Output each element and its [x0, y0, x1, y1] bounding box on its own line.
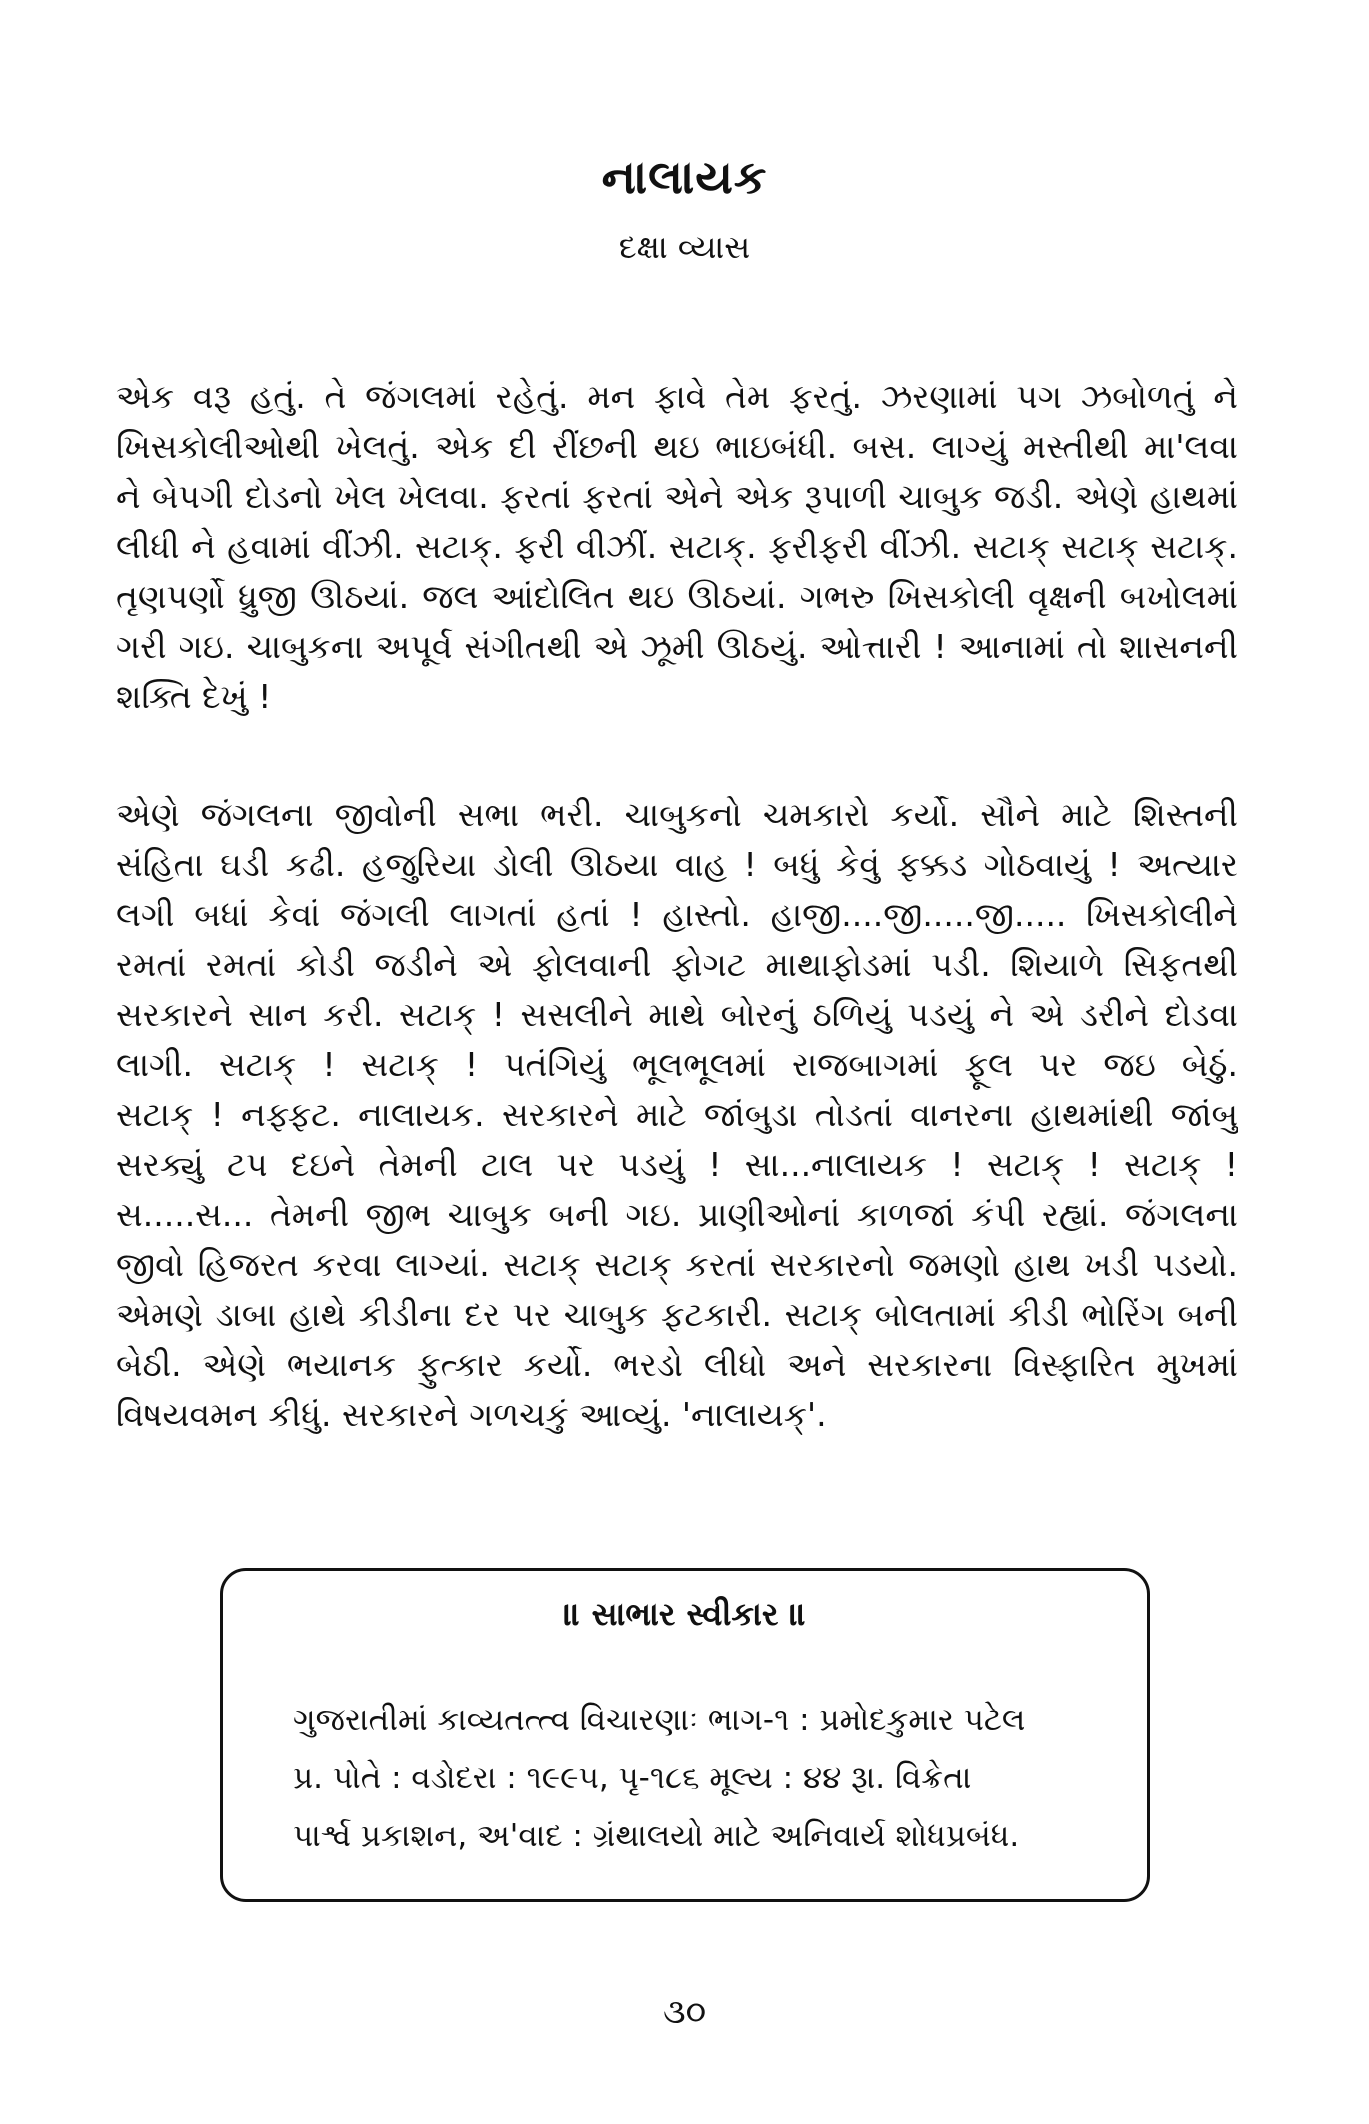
- acknowledgement-text: [293, 1691, 1113, 1865]
- text-line: રમતાં રમતાં કોડી જડીને એ ફોલવાની ફોગટ માથાફોડમાં પડી. શિયાળે સિફતથી: [116, 945, 1238, 984]
- text-line: સટાક્ ! નફ્ફટ. નાલાયક. સરકારને માટે જાંબુડા તોડતાં વાનરના હાથમાંથી જાંબુ: [116, 1095, 1238, 1134]
- text-line: એણે જંગલના જીવોની સભા ભરી. ચાબુકનો ચમકારો કર્યો. સૌને માટે શિસ્તની: [116, 795, 1238, 834]
- text-line: એમણે ડાબા હાથે કીડીના દર પર ચાબુક ફટકારી. સટાક્ બોલતામાં કીડી ભોરિંગ બની: [116, 1295, 1238, 1334]
- text-line: લગી બધાં કેવાં જંગલી લાગતાં હતાં ! હાસ્તો. હાજી....જી.....જી..... ખિસકોલીને: [116, 895, 1238, 934]
- text-line: લીધી ને હવામાં વીંઝી. સટાક્. ફરી વીઝીં. સટાક્. ફરીફરી વીંઝી. સટાક્ સટાક્ સટાક્.: [116, 527, 1238, 566]
- acknowledgement-heading: ॥ સાભાર સ્વીકાર ॥: [563, 1595, 807, 1633]
- text-line: વિષયવમન કીધું. સરકારને ગળચકું આવ્યું. 'નાલાયક્'.: [116, 1395, 827, 1434]
- text-line: ગરી ગઇ. ચાબુકના અપૂર્વ સંગીતથી એ ઝૂમી ઊઠયું. ઓત્તારી ! આનામાં તો શાસનની: [116, 627, 1238, 666]
- text-line: સરક્યું ટપ દઇને તેમની ટાલ પર પડયું ! સા...નાલાયક ! સટાક્ ! સટાક્ !: [116, 1145, 1238, 1184]
- text-line: તૃણપર્ણો ધ્રુજી ઊઠયાં. જલ આંદોલિત થઇ ઊઠયાં. ગભરુ ખિસકોલી વૃક્ષની બખોલમાં: [116, 577, 1238, 616]
- acknowledgement-line: પાર્શ્વ પ્રકાશન, અ'વાદ : ગ્રંથાલયો માટે અનિવાર્ય શોધપ્રબંધ.: [293, 1818, 1020, 1854]
- text-line: સંહિતા ઘડી કઢી. હજુરિયા ડોલી ઊઠયા વાહ ! બધું કેવું ફક્કડ ગોઠવાયું ! અત્યાર: [116, 845, 1238, 884]
- story-title: નાલાયક: [601, 150, 768, 204]
- text-line: જીવો હિજરત કરવા લાગ્યાં. સટાક્ સટાક્ કરતાં સરકારનો જમણો હાથ ખડી પડયો.: [116, 1245, 1238, 1284]
- page-number: ૩૦: [662, 1992, 707, 2032]
- text-line: એક વરૂ હતું. તે જંગલમાં રહેતું. મન ફાવે તેમ ફરતું. ઝરણામાં પગ ઝબોળતું ને: [116, 377, 1238, 416]
- text-line: સ.....સ... તેમની જીભ ચાબુક બની ગઇ. પ્રાણીઓનાં કાળજાં કંપી રહ્યાં. જંગલના: [116, 1195, 1238, 1234]
- paragraph-1: [116, 372, 1238, 722]
- text-line: લાગી. સટાક્ ! સટાક્ ! પતંગિયું ભૂલભૂલમાં રાજબાગમાં ફૂલ પર જઇ બેઠું.: [116, 1045, 1238, 1084]
- story-author: દક્ષા વ્યાસ: [618, 228, 751, 266]
- acknowledgement-box: [220, 1568, 1150, 1902]
- text-line: ખિસકોલીઓથી ખેલતું. એક દી રીંછની થઇ ભાઇબંધી. બસ. લાગ્યું મસ્તીથી મા'લવા: [116, 427, 1238, 466]
- text-line: ને બેપગી દોડનો ખેલ ખેલવા. ફરતાં ફરતાં એને એક રૂપાળી ચાબુક જડી. એણે હાથમાં: [116, 477, 1238, 516]
- acknowledgement-line: ગુજરાતીમાં કાવ્યતત્ત્વ વિચારણાઃ ભાગ-૧ : પ્રમોદકુમાર પટેલ: [293, 1702, 1026, 1738]
- text-line: શક્તિ દેખું !: [116, 677, 272, 716]
- text-line: સરકારને સાન કરી. સટાક્ ! સસલીને માથે બોરનું ઠળિયું પડયું ને એ ડરીને દોડવા: [116, 995, 1238, 1034]
- acknowledgement-line: પ્ર. પોતે : વડોદરા : ૧૯૯૫, પૃ-૧૮૬ મૂલ્ય : ૪૪ રૂા. વિક્રેતા: [293, 1760, 972, 1796]
- paragraph-2: [116, 790, 1238, 1440]
- text-line: બેઠી. એણે ભયાનક ફુત્કાર કર્યો. ભરડો લીધો અને સરકારના વિસ્ફારિત મુખમાં: [116, 1345, 1238, 1384]
